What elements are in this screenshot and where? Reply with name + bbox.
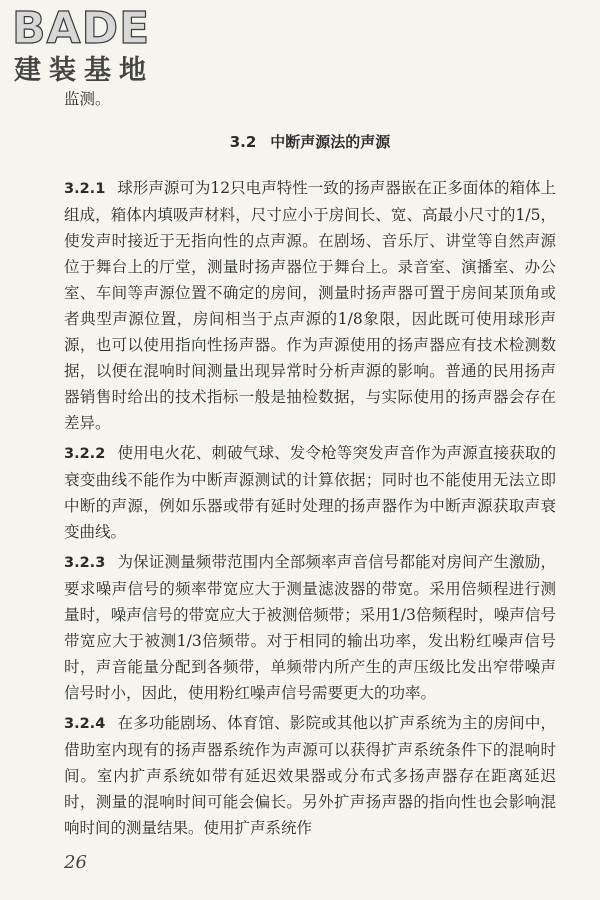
clause-text: 球形声源可为12只电声特性一致的扬声器嵌在正多面体的箱体上组成，箱体内填吸声材料，尺寸应小于房间长、宽、高最小尺寸的1/5，使发声时接近于无指向性的点声源。在剧场、音乐厅、讲堂等自然声源位于舞台上的厅堂，测量时扬声器位于舞台上。录音室、演播室、办公室、车间等声源位置不确定的房间，测量时扬声器可置于房间某顶角或者典型声源位置，房间相当于点声源的1/8象限，因此既可使用球形声源，也可以使用指向性扬声器。作为声源使用的扬声器应有技术检测数据，以便在混响时间测量出现异常时分析声源的影响。普通的民用扬声器销售时给出的技术指标一般是抽检数据，与实际使用的扬声器会存在差异。 xyxy=(64,179,556,432)
page-body xyxy=(64,86,556,845)
logo-subtitle: 建装基地 xyxy=(14,55,154,86)
section-number: 3.2 xyxy=(229,133,257,151)
clause-text: 使用电火花、刺破气球、发令枪等突发声音作为声源直接获取的衰变曲线不能作为中断声源测试的计算依据；同时也不能使用无法立即中断的声源，例如乐器或带有延时处理的扬声器作为中断声源获取声衰变曲线。 xyxy=(64,444,556,541)
clause-text: 在多功能剧场、体育馆、影院或其他以扩声系统为主的房间中，借助室内现有的扬声器系统作为声源可以获得扩声系统条件下的混响时间。室内扩声系统如带有延迟效果器或分布式多扬声器存在距离延迟时，测量的混响时间可能会偏长。另外扩声扬声器的指向性也会影响混响时间的测量结果。使用扩声系统作 xyxy=(64,714,556,837)
clause-3-2-1 xyxy=(64,175,556,436)
clause-3-2-2 xyxy=(64,440,556,545)
clause-3-2-3 xyxy=(64,549,556,706)
section-heading xyxy=(64,129,556,155)
clause-number: 3.2.1 xyxy=(64,181,106,197)
clause-text: 为保证测量频带范围内全部频率声音信号都能对房间产生激励，要求噪声信号的频率带宽应大于测量滤波器的带宽。采用倍频程进行测量时，噪声信号的带宽应大于被测倍频带；采用1/3倍频程时，噪声信号带宽应大于被测1/3倍频带。对于相同的输出功率，发出粉红噪声信号时，声音能量分配到各频带，单频带内所产生的声压级比发出窄带噪声信号时小，因此，使用粉红噪声信号需要更大的功率。 xyxy=(64,553,556,702)
bade-logo xyxy=(12,3,182,92)
clause-3-2-4 xyxy=(64,710,556,841)
clause-number: 3.2.3 xyxy=(64,555,106,571)
continuation-text: 监测。 xyxy=(64,90,111,108)
logo-brand-text: BADE xyxy=(12,3,151,54)
clause-number: 3.2.2 xyxy=(64,446,106,462)
clause-number: 3.2.4 xyxy=(64,716,106,732)
page-number: 26 xyxy=(64,852,87,873)
section-title: 中断声源法的声源 xyxy=(270,133,391,151)
